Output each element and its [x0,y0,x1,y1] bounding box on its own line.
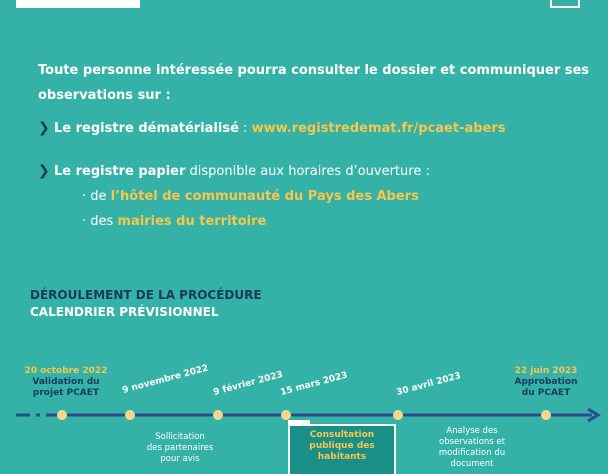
register-digital-label: Le registre dématérialisé [54,121,239,136]
nov-desc-line: des partenaires [146,443,214,453]
consultation-box [288,424,396,474]
apr-desc-line: modification du [438,448,506,458]
date-apr: 30 avril 2023 [395,371,463,398]
chevron-right-icon: ❯ [38,163,50,179]
location-prefix: · de [82,189,111,204]
apr-desc-line: Analyse des [446,426,498,436]
timeline-dot [541,410,551,420]
start-label-1: Validation du [32,377,100,387]
location-prefix: · des [82,214,118,229]
start-label-2: projet PCAET [32,388,100,398]
section-title-procedure: DÉROULEMENT DE LA PROCÉDURE [30,288,262,302]
date-nov: 9 novembre 2022 [121,363,210,396]
apr-desc-line: observations et [439,437,505,447]
location-highlight: mairies du territoire [117,214,267,229]
timeline-dot [213,410,223,420]
register-url-link[interactable]: www.registredemat.fr/pcaet-abers [251,121,506,136]
nov-desc-line: Sollicitation [155,432,205,442]
consult-line: habitants [317,452,367,462]
location-highlight: l’hôtel de communauté du Pays des Abers [110,189,419,204]
date-feb: 9 février 2023 [212,369,285,398]
timeline-dot [281,410,291,420]
start-milestone [14,366,118,399]
register-paper-label: Le registre papier [54,164,186,179]
apr-desc-line: document [450,459,494,469]
timeline-dot [125,410,135,420]
top-right-frame [550,0,580,8]
intro-text: Toute personne intéressée pourra consulter le dossier et communiquer ses observations sur : [38,63,590,103]
consult-line: publique des [309,441,375,451]
register-separator: : [238,121,252,136]
end-label-2: du PCAET [521,388,571,398]
timeline-dot [393,410,403,420]
date-mar: 15 mars 2023 [279,370,349,398]
register-digital-row [38,119,506,138]
timeline-dot [57,410,67,420]
chevron-right-icon: ❯ [38,120,50,136]
nov-description [130,432,230,465]
paper-location-1 [82,188,419,206]
consult-line: Consultation [309,430,375,440]
register-paper-text: disponible aux horaires d’ouverture : [185,164,430,179]
register-paper-row [38,162,430,181]
paper-location-2 [82,213,266,231]
end-date: 22 juin 2023 [514,366,578,376]
start-date: 20 octobre 2022 [24,366,108,376]
apr-description [420,426,524,470]
end-milestone [502,366,590,399]
nov-desc-line: pour avis [160,454,200,464]
section-title-calendar: CALENDRIER PRÉVISIONNEL [30,305,219,319]
end-label-1: Approbation [514,377,578,387]
top-left-tab [16,0,140,8]
